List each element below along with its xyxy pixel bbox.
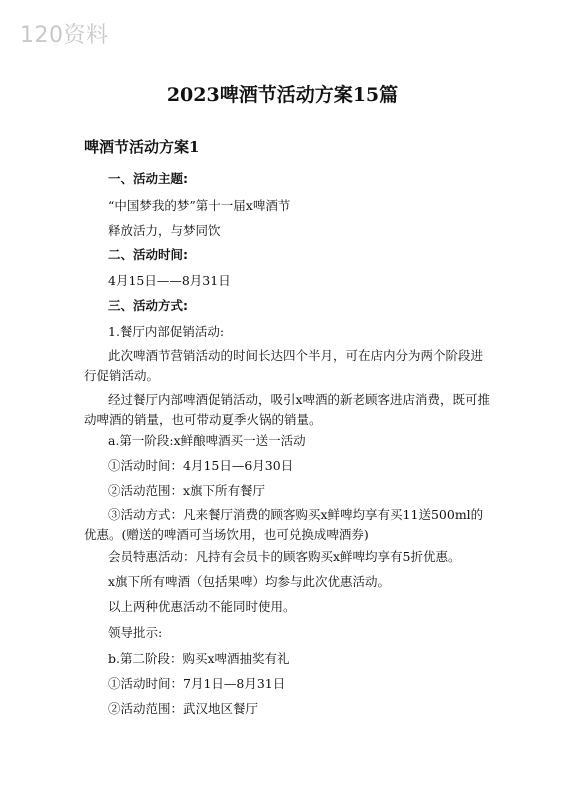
document-title: 2023啤酒节活动方案15篇 xyxy=(166,84,399,106)
stage-b-title: b.第二阶段：购买x啤酒抽奖有礼 xyxy=(108,651,290,666)
heading-activity-time: 二、活动时间: xyxy=(108,247,188,262)
activity-time-text: 4月15日——8月31日 xyxy=(108,273,231,288)
stage-b-scope: ②活动范围：武汉地区餐厅 xyxy=(108,701,259,716)
leader-instruction: 领导批示: xyxy=(108,625,163,640)
section-title: 啤酒节活动方案1 xyxy=(84,138,200,156)
member-offer: 会员特惠活动：凡持有会员卡的顾客购买x鲜啤均享有5折优惠。 xyxy=(108,549,461,564)
heading-activity-theme: 一、活动主题: xyxy=(108,171,188,186)
theme-line-2: 释放活力，与梦同饮 xyxy=(108,223,221,238)
all-beer-note: x旗下所有啤酒（包括果啤）均参与此次优惠活动。 xyxy=(108,574,391,589)
item-restaurant-promo: 1.餐厅内部促销活动: xyxy=(108,324,225,339)
paragraph-duration: 此次啤酒节营销活动的时间长达四个半月，可在店内分为两个阶段进行促销活动。 xyxy=(84,348,484,383)
stage-a-time: ①活动时间：4月15日—6月30日 xyxy=(108,458,294,473)
stage-a-method: ③活动方式：凡来餐厅消费的顾客购买x鲜啤均享有买11送500ml的优惠。(赠送的啤酒可当场饮用，也可兑换成啤酒券) xyxy=(84,507,484,542)
paragraph-purpose: 经过餐厅内部啤酒促销活动，吸引x啤酒的新老顾客进店消费，既可推动啤酒的销量，也可带动夏季火锅的销量。 xyxy=(84,392,491,427)
heading-activity-method: 三、活动方式: xyxy=(108,298,188,313)
no-combine-note: 以上两种优惠活动不能同时使用。 xyxy=(108,599,296,614)
watermark: 120资料 xyxy=(20,23,109,48)
theme-line-1: “中国梦我的梦”第十一届x啤酒节 xyxy=(108,198,291,213)
stage-b-time: ①活动时间：7月1日—8月31日 xyxy=(108,676,286,691)
stage-a-title: a.第一阶段:x鲜酿啤酒买一送一活动 xyxy=(108,433,306,448)
stage-a-scope: ②活动范围：x旗下所有餐厅 xyxy=(108,483,266,498)
